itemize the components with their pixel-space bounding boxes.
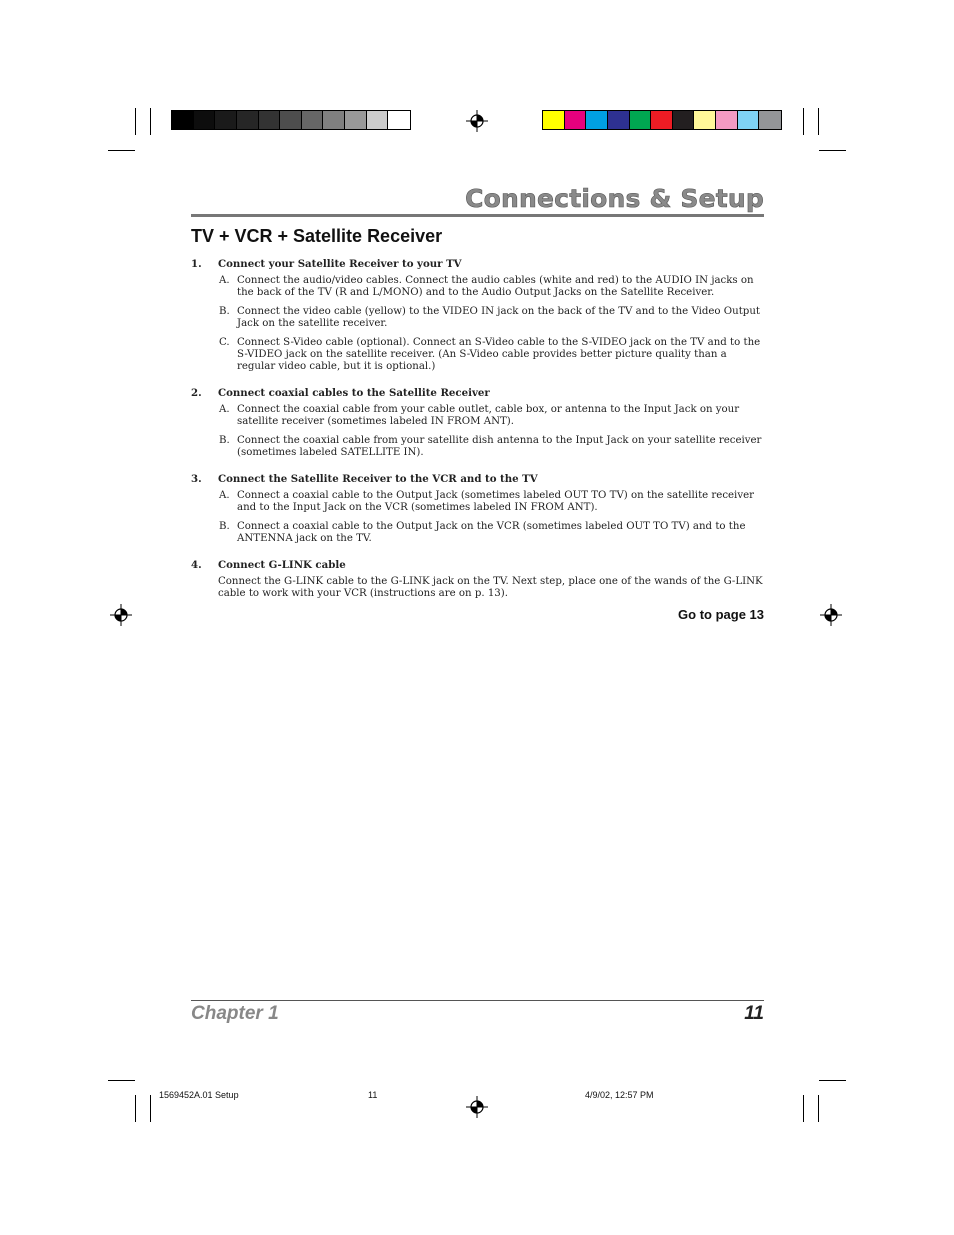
step-3 (191, 473, 764, 545)
step-4 (191, 559, 764, 600)
gray-swatch (323, 111, 345, 129)
color-swatch (586, 111, 608, 129)
step-number: 4. (191, 559, 202, 571)
color-bar (542, 110, 782, 130)
step-2 (191, 387, 764, 459)
step-title: Connect your Satellite Receiver to your TV (218, 258, 462, 270)
header-rule (191, 214, 764, 217)
color-swatch (673, 111, 695, 129)
registration-mark-top (466, 110, 488, 132)
gray-swatch (172, 111, 194, 129)
gray-swatch (215, 111, 237, 129)
gray-swatch (194, 111, 216, 129)
gray-swatch (388, 111, 410, 129)
chapter-label: Chapter 1 (191, 1003, 279, 1024)
step-1 (191, 258, 764, 373)
step-number: 2. (191, 387, 202, 399)
list-item: A. Connect the audio/video cables. Connect the audio cables (white and red) to the AUDIO IN jacks on the back of the TV (R and L/MONO) and to the Audio Output Jacks on the Satellite Receiver. (219, 275, 754, 298)
instructions (191, 258, 764, 614)
list-item: A. Connect a coaxial cable to the Output Jack (sometimes labeled OUT TO TV) on the satellite receiver and to the Input Jack on the VCR (sometimes labeled IN FROM ANT). (219, 490, 754, 513)
step-title: Connect coaxial cables to the Satellite Receiver (218, 387, 490, 399)
registration-mark-right (820, 604, 842, 626)
color-swatch (716, 111, 738, 129)
gray-swatch (237, 111, 259, 129)
slug-filename: 1569452A.01 Setup (159, 1090, 239, 1100)
color-swatch (565, 111, 587, 129)
gray-swatch (367, 111, 389, 129)
list-item: B. Connect the coaxial cable from your satellite dish antenna to the Input Jack on your satellite receiver (sometimes labeled SATELLITE IN). (219, 435, 762, 458)
gray-swatch (345, 111, 367, 129)
registration-mark-bottom (466, 1096, 488, 1118)
step-number: 3. (191, 473, 202, 485)
footer-rule (191, 1000, 764, 1001)
color-swatch (543, 111, 565, 129)
color-swatch (759, 111, 781, 129)
section-title: TV + VCR + Satellite Receiver (191, 226, 443, 246)
slug-page: 11 (368, 1090, 378, 1100)
page-header-title: Connections & Setup (465, 184, 764, 213)
grayscale-bar (171, 110, 411, 130)
step-title: Connect the Satellite Receiver to the VCR and to the TV (218, 473, 538, 485)
color-swatch (608, 111, 630, 129)
slug-date: 4/9/02, 12:57 PM (585, 1090, 654, 1100)
color-swatch (738, 111, 760, 129)
list-item: B. Connect a coaxial cable to the Output Jack on the VCR (sometimes labeled OUT TO TV) and to the ANTENNA jack on the TV. (219, 521, 746, 544)
gray-swatch (302, 111, 324, 129)
step-title: Connect G-LINK cable (218, 559, 346, 571)
gray-swatch (259, 111, 281, 129)
step-text: Connect the G-LINK cable to the G-LINK jack on the TV. Next step, place one of the wands of the G-LINK cable to work with your VCR (instructions are on p. 13). (218, 576, 763, 599)
step-number: 1. (191, 258, 202, 270)
gray-swatch (280, 111, 302, 129)
go-to-page-link[interactable]: Go to page 13 (678, 607, 764, 622)
registration-mark-left (110, 604, 132, 626)
list-item: A. Connect the coaxial cable from your cable outlet, cable box, or antenna to the Input Jack on your satellite receiver (sometimes labeled IN FROM ANT). (219, 404, 740, 427)
list-item: C. Connect S-Video cable (optional). Connect an S-Video cable to the S-VIDEO jack on the TV and to the S-VIDEO jack on the satellite receiver. (An S-Video cable provides better picture quality than a regular video cable, but it is optional.) (219, 337, 761, 372)
page-number: 11 (744, 1003, 764, 1024)
color-swatch (630, 111, 652, 129)
color-swatch (694, 111, 716, 129)
list-item: B. Connect the video cable (yellow) to the VIDEO IN jack on the back of the TV and to the Video Output Jack on the satellite receiver. (219, 306, 760, 329)
color-swatch (651, 111, 673, 129)
